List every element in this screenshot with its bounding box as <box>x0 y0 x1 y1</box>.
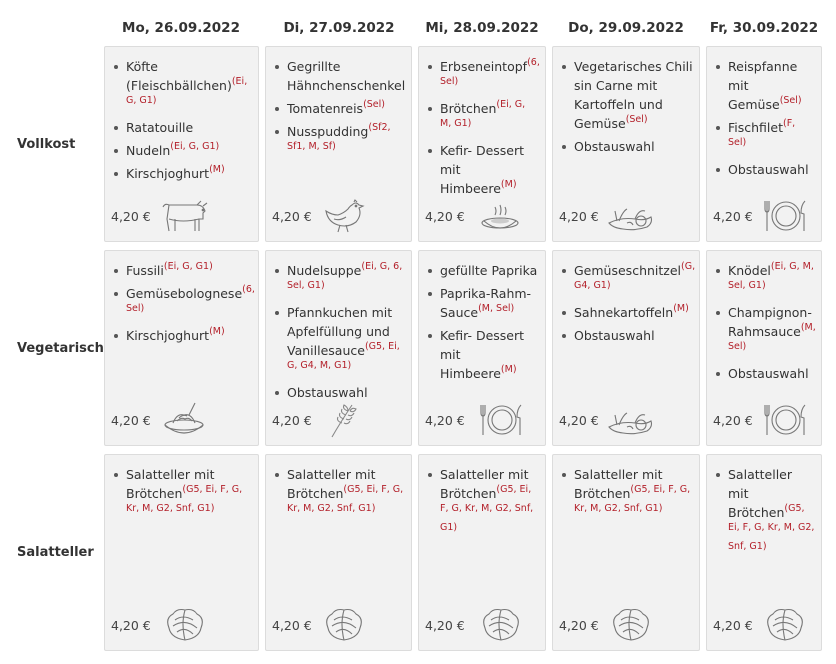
menu-cell <box>104 250 259 446</box>
dish-item <box>274 99 405 118</box>
dish-item <box>715 364 815 383</box>
price: 4,20 € <box>713 413 753 428</box>
dish-name: Nusspudding <box>287 124 369 139</box>
allergen-codes: (G5, Ei, G, G4, M, G1) <box>287 341 400 371</box>
allergen-codes: (M, Sel) <box>728 322 816 352</box>
day-header: Mo, 26.09.2022 <box>122 20 240 36</box>
dish-name: Pfannkuchen mit Apfelfüllung und Vanillesauce <box>287 305 393 358</box>
price: 4,20 € <box>111 618 151 633</box>
dish-name: Vegetarisches Chili sin Carne mit Kartoffeln und Gemüse <box>574 59 693 131</box>
dish-item <box>561 326 693 345</box>
allergen-codes: (Ei, G, G1) <box>126 76 248 106</box>
dish-item <box>427 57 539 95</box>
allergen-codes: (Ei, G, M, G1) <box>440 99 526 129</box>
dish-item <box>715 160 815 179</box>
allergen-codes: (Sel) <box>363 99 385 110</box>
dish-name: Kirschjoghurt <box>126 166 210 181</box>
dish-name: Gegrillte Hähnchenschenkel <box>287 59 406 93</box>
dish-item <box>274 122 405 160</box>
dish-name: Salatteller mit Brötchen <box>574 467 663 501</box>
price: 4,20 € <box>425 413 465 428</box>
dish-name: Brötchen <box>440 101 497 116</box>
dish-list <box>266 251 411 402</box>
dish-item <box>113 284 255 322</box>
dish-name: Gemüsebolognese <box>126 286 243 301</box>
allergen-codes: (M) <box>209 164 225 175</box>
allergen-codes: (6, Sel) <box>440 57 540 87</box>
price: 4,20 € <box>713 209 753 224</box>
allergen-codes: (M) <box>673 303 689 314</box>
price: 4,20 € <box>425 209 465 224</box>
dish-name: Obstauswahl <box>574 139 655 154</box>
lettuce-icon <box>759 606 809 644</box>
dish-item <box>427 141 539 198</box>
dish-name: Sahnekartoffeln <box>574 305 674 320</box>
allergen-codes: (M) <box>500 179 517 190</box>
menu-cell <box>418 454 546 651</box>
dish-item <box>274 57 405 95</box>
allergen-codes: (Sel) <box>779 95 802 106</box>
dish-name: gefüllte Paprika <box>440 263 538 278</box>
allergen-codes: (6, Sel) <box>126 284 255 314</box>
price: 4,20 € <box>272 618 312 633</box>
allergen-codes: (G5, Ei, F, G, Kr, M, G2, Snf, G1) <box>728 503 815 552</box>
dish-item <box>113 326 252 345</box>
dish-name: Salatteller mit Brötchen <box>440 467 529 501</box>
allergen-codes: (G5, Ei, F, G, Kr, M, G2, Snf, G1) <box>574 484 691 514</box>
dish-item <box>113 118 252 137</box>
dish-name: Reispfanne mit Gemüse <box>728 59 798 112</box>
day-header: Fr, 30.09.2022 <box>709 20 819 36</box>
dish-list <box>553 455 699 522</box>
dish-item <box>113 261 252 280</box>
menu-cell <box>265 46 412 242</box>
dish-list <box>105 251 258 345</box>
price: 4,20 € <box>713 618 753 633</box>
menu-cell <box>104 46 259 242</box>
dish-item <box>113 57 252 114</box>
dish-name: Kefir- Dessert mit Himbeere <box>440 328 525 381</box>
cow-icon <box>159 197 209 235</box>
dish-name: Fussili <box>126 263 164 278</box>
vegetables-icon <box>605 197 655 235</box>
menu-cell <box>706 46 822 242</box>
lettuce-icon <box>159 606 209 644</box>
allergen-codes: (M) <box>500 364 517 375</box>
menu-cell <box>552 250 700 446</box>
wheat-icon <box>318 401 368 439</box>
dish-item <box>715 118 815 156</box>
day-header: Di, 27.09.2022 <box>283 20 395 36</box>
dish-item <box>113 465 252 522</box>
price: 4,20 € <box>272 209 312 224</box>
menu-cell <box>706 454 822 651</box>
dish-list <box>707 455 821 560</box>
price: 4,20 € <box>559 209 599 224</box>
dish-item <box>274 303 405 379</box>
dish-name: Paprika-Rahm-Sauce <box>440 286 532 320</box>
dish-item <box>715 261 815 299</box>
chicken-icon <box>318 197 368 235</box>
price: 4,20 € <box>272 413 312 428</box>
vegetables-icon <box>605 401 655 439</box>
day-header: Mi, 28.09.2022 <box>425 20 539 36</box>
lettuce-icon <box>318 606 368 644</box>
dish-item <box>427 326 539 383</box>
dish-list <box>419 47 545 198</box>
day-header: Do, 29.09.2022 <box>568 20 684 36</box>
allergen-codes: (Sf2, Sf1, M, Sf) <box>287 122 391 152</box>
pasta-bowl-icon <box>159 401 209 439</box>
dish-item <box>427 261 539 280</box>
price: 4,20 € <box>559 413 599 428</box>
lettuce-icon <box>475 606 525 644</box>
dish-item <box>427 465 539 541</box>
dish-item <box>561 303 693 322</box>
menu-cell <box>265 250 412 446</box>
menu-cell <box>265 454 412 651</box>
allergen-codes: (Ei, G, M, Sel, G1) <box>728 261 814 291</box>
dish-list <box>419 251 545 383</box>
dish-list <box>707 251 821 383</box>
price: 4,20 € <box>111 413 151 428</box>
dish-item <box>561 137 693 156</box>
dish-name: Knödel <box>728 263 771 278</box>
menu-cell <box>706 250 822 446</box>
dish-item <box>715 465 815 560</box>
allergen-codes: (Ei, G, 6, Sel, G1) <box>287 261 403 291</box>
dish-name: Kirschjoghurt <box>126 328 210 343</box>
dish-name: Tomatenreis <box>287 101 364 116</box>
row-label-vollkost: Vollkost <box>17 137 76 152</box>
dish-name: Nudelsuppe <box>287 263 362 278</box>
soup-bowl-icon <box>475 197 525 235</box>
dish-list <box>105 455 258 522</box>
price: 4,20 € <box>559 618 599 633</box>
dish-name: Salatteller mit Brötchen <box>287 467 376 501</box>
dish-name: Salatteller mit Brötchen <box>728 467 792 520</box>
dish-name: Obstauswahl <box>287 385 368 400</box>
allergen-codes: (F, Sel) <box>728 118 796 148</box>
plate-cutlery-icon <box>759 401 809 439</box>
dish-name: Köfte (Fleischbällchen) <box>126 59 232 93</box>
allergen-codes: (Ei, G, G1) <box>170 141 220 152</box>
allergen-codes: (G5, Ei, F, G, Kr, M, G2, Snf, G1) <box>287 484 404 514</box>
allergen-codes: (Ei, G, G1) <box>163 261 213 272</box>
dish-item <box>113 164 252 183</box>
dish-name: Fischfilet <box>728 120 783 135</box>
dish-name: Obstauswahl <box>728 366 809 381</box>
dish-list <box>266 455 411 522</box>
dish-list <box>553 47 699 156</box>
dish-name: Gemüseschnitzel <box>574 263 682 278</box>
row-label-salatteller: Salatteller <box>17 545 94 560</box>
dish-item <box>113 141 252 160</box>
allergen-codes: (Sel) <box>625 114 648 125</box>
dish-item <box>561 261 696 299</box>
dish-list <box>419 455 545 541</box>
dish-item <box>561 57 693 133</box>
menu-cell <box>418 46 546 242</box>
allergen-codes: (G5, Ei, F, G, Kr, M, G2, Snf, G1) <box>126 484 243 514</box>
menu-cell <box>104 454 259 651</box>
dish-name: Obstauswahl <box>574 328 655 343</box>
dish-name: Obstauswahl <box>728 162 809 177</box>
dish-list <box>266 47 411 160</box>
lettuce-icon <box>605 606 655 644</box>
allergen-codes: (M, Sel) <box>478 303 515 314</box>
plate-cutlery-icon <box>759 197 809 235</box>
dish-name: Champignon-Rahmsauce <box>728 305 812 339</box>
dish-item <box>274 261 405 299</box>
price: 4,20 € <box>111 209 151 224</box>
plate-cutlery-icon <box>475 401 525 439</box>
dish-item <box>715 57 815 114</box>
menu-cell <box>418 250 546 446</box>
dish-item <box>427 99 539 137</box>
dish-item <box>274 465 405 522</box>
dish-name: Ratatouille <box>126 120 194 135</box>
dish-list <box>553 251 699 345</box>
price: 4,20 € <box>425 618 465 633</box>
dish-name: Erbseneintopf <box>440 59 528 74</box>
allergen-codes: (G, G4, G1) <box>574 261 696 291</box>
dish-name: Salatteller mit Brötchen <box>126 467 215 501</box>
dish-list <box>105 47 258 183</box>
dish-item <box>427 284 539 322</box>
row-label-vegetarisch: Vegetarisch <box>17 341 104 356</box>
allergen-codes: (G5, Ei, F, G, Kr, M, G2, Snf, G1) <box>440 484 534 533</box>
dish-item <box>561 465 693 522</box>
dish-item <box>715 303 815 360</box>
dish-list <box>707 47 821 179</box>
menu-cell <box>552 46 700 242</box>
dish-name: Kefir- Dessert mit Himbeere <box>440 143 525 196</box>
allergen-codes: (M) <box>209 326 225 337</box>
menu-cell <box>552 454 700 651</box>
dish-item <box>274 383 405 402</box>
dish-name: Nudeln <box>126 143 171 158</box>
